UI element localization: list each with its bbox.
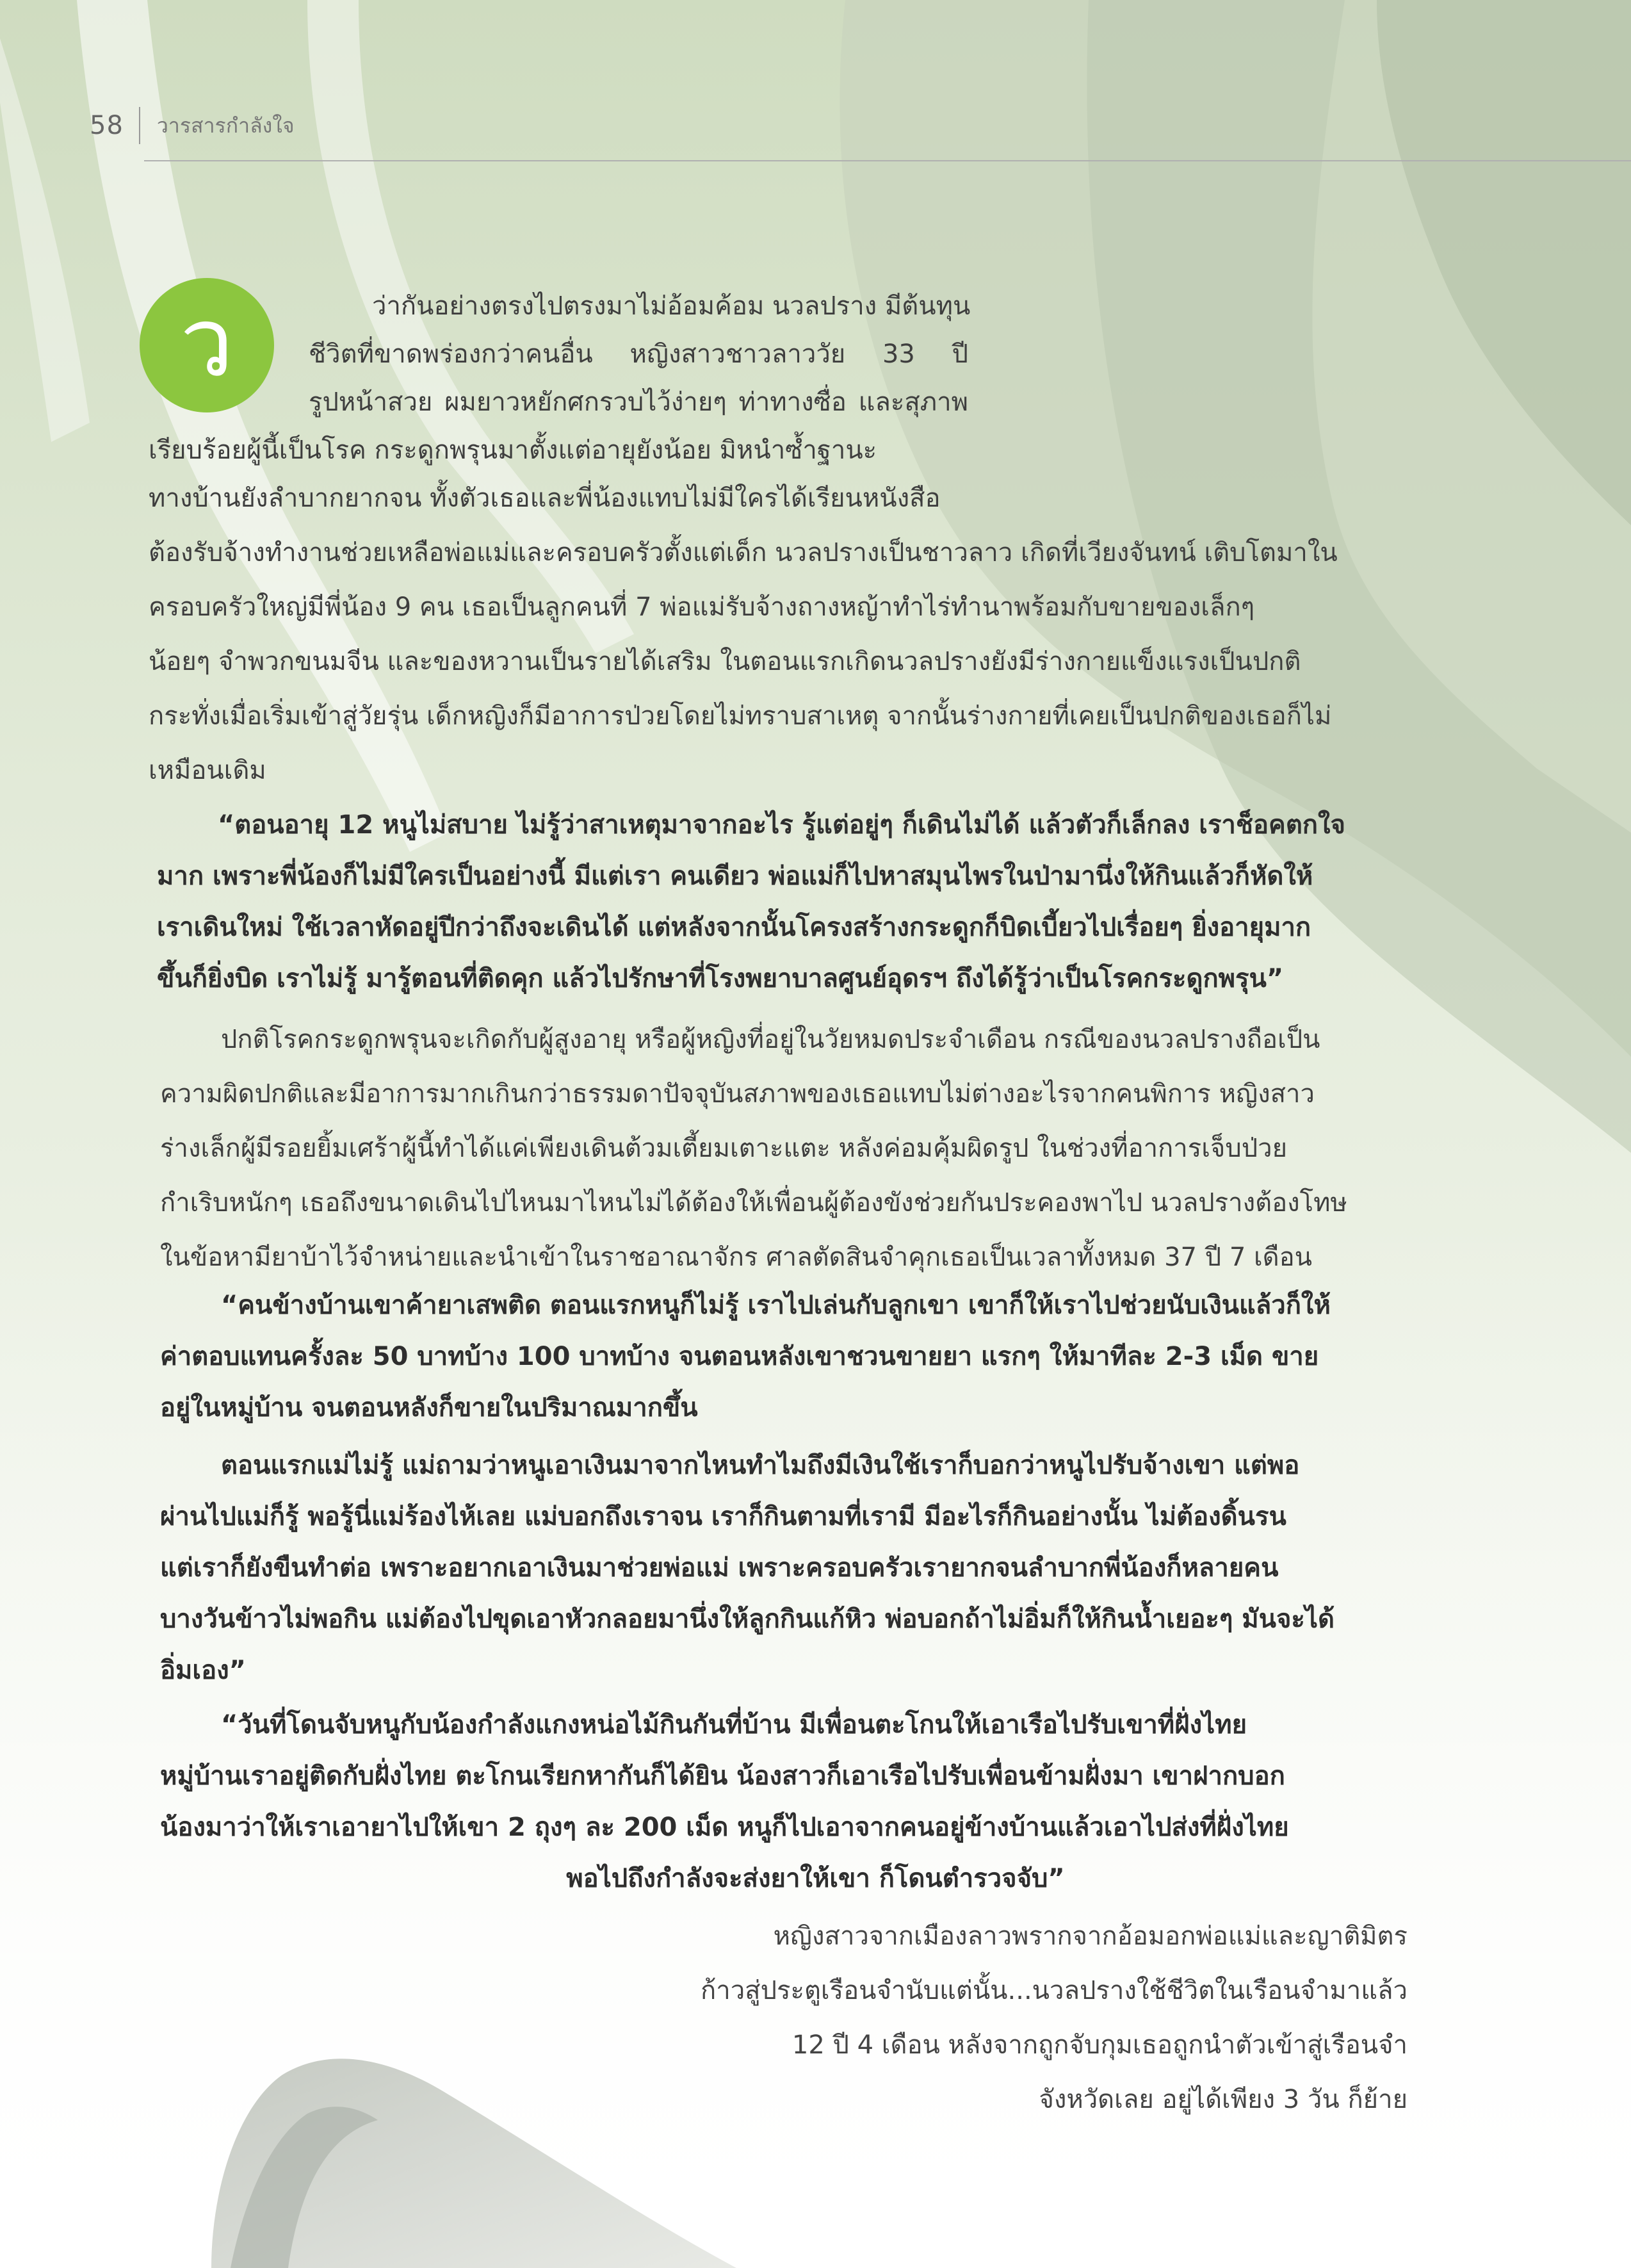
quote-line: อยู่ในหมู่บ้าน จนตอนหลังก็ขายในปริมาณมากขึ้น (160, 1393, 698, 1423)
text-line: ความผิดปกติและมีอาการมากเกินกว่าธรรมดาปัจจุบันสภาพของเธอแทบไม่ต่างอะไรจากคนพิการ หญิงสาว (160, 1079, 1315, 1109)
text-line: ชีวิตที่ขาดพร่องกว่าคนอื่น หญิงสาวชาวลาววัย 33 ปี (309, 339, 968, 369)
text-line: รูปหน้าสวย ผมยาวหยักศกรวบไว้ง่ายๆ ท่าทางซื่อ และสุภาพ (309, 388, 968, 417)
text-line: เหมือนเดิม (149, 756, 266, 785)
quote-line: “ตอนอายุ 12 หนูไม่สบาย ไม่รู้ว่าสาเหตุมาจากอะไร รู้แต่อยู่ๆ ก็เดินไม่ได้ แล้วตัวก็เล็กลง เราช็อคตกใจ (218, 810, 1345, 840)
drop-cap (140, 278, 274, 412)
quote-line: ค่าตอบแทนครั้งละ 50 บาทบ้าง 100 บาทบ้าง จนตอนหลังเขาชวนขายยา แรกๆ ให้มาทีละ 2-3 เม็ด ขาย (160, 1342, 1319, 1371)
text-line: ปกติโรคกระดูกพรุนจะเกิดกับผู้สูงอายุ หรือผู้หญิงที่อยู่ในวัยหมดประจำเดือน กรณีของนวลปรางถือเป็น (221, 1025, 1320, 1054)
closing-line: หญิงสาวจากเมืองลาวพรากจากอ้อมอกพ่อแม่และญาติมิตร (773, 1921, 1408, 1951)
quote-line: อิ่มเอง” (160, 1656, 246, 1685)
quote-line: “วันที่โดนจับหนูกับน้องกำลังแกงหน่อไม้กินกันที่บ้าน มีเพื่อนตะโกนให้เอาเรือไปรับเขาที่ฝั่งไทย (221, 1710, 1247, 1740)
text-line: กำเริบหนักๆ เธอถึงขนาดเดินไปไหนมาไหนไม่ได้ต้องให้เพื่อนผู้ต้องขังช่วยกันประคองพาไป นวลปรางต้องโทษ (160, 1188, 1347, 1218)
quote-line: ผ่านไปแม่ก็รู้ พอรู้นี่แม่ร้องไห้เลย แม่บอกถึงเราจน เราก็กินตามที่เรามี มีอะไรก็กินอย่างนั้น ไม่ต้องดิ้นรน (160, 1502, 1286, 1531)
closing-line: ก้าวสู่ประตูเรือนจำนับแต่นั้น...นวลปรางใช้ชีวิตในเรือนจำมาแล้ว (701, 1976, 1408, 2005)
quote-line: บางวันข้าวไม่พอกิน แม่ต้องไปขุดเอาหัวกลอยมานึ่งให้ลูกกินแก้หิว พ่อบอกถ้าไม่อิ่มก็ให้กินน้ำเยอะๆ มันจะได้ (160, 1604, 1335, 1634)
page-header (90, 106, 295, 145)
page-number: 58 (90, 111, 124, 140)
text-line: ร่างเล็กผู้มีรอยยิ้มเศร้าผู้นี้ทำได้แค่เพียงเดินต้วมเตี้ยมเตาะแตะ หลังค่อมคุ้มผิดรูป ในช่วงที่อาการเจ็บป่วย (160, 1134, 1287, 1163)
text-line: ต้องรับจ้างทำงานช่วยเหลือพ่อแม่และครอบครัวตั้งแต่เด็ก นวลปรางเป็นชาวลาว เกิดที่เวียงจันทน์ เติบโตมาใน (149, 538, 1338, 567)
text-line: ครอบครัวใหญ่มีพี่น้อง 9 คน เธอเป็นลูกคนที่ 7 พ่อแม่รับจ้างถางหญ้าทำไร่ทำนาพร้อมกับขายของเล็กๆ (149, 592, 1255, 622)
text-line: ในข้อหามียาบ้าไว้จำหน่ายและนำเข้าในราชอาณาจักร ศาลตัดสินจำคุกเธอเป็นเวลาทั้งหมด 37 ปี 7 เดือน (160, 1243, 1313, 1272)
closing-line: จังหวัดเลย อยู่ได้เพียง 3 วัน ก็ย้าย (1039, 2085, 1408, 2114)
text-line: ทางบ้านยังลำบากยากจน ทั้งตัวเธอและพี่น้องแทบไม่มีใครได้เรียนหนังสือ (149, 484, 941, 513)
closing-line: 12 ปี 4 เดือน หลังจากถูกจับกุมเธอถูกนำตัวเข้าสู่เรือนจำ (791, 2030, 1408, 2060)
quote-line: “คนข้างบ้านเขาค้ายาเสพติด ตอนแรกหนูก็ไม่รู้ เราไปเล่นกับลูกเขา เขาก็ให้เราไปช่วยนับเงินแล้วก็ให้ (221, 1291, 1331, 1320)
quote-line: พอไปถึงกำลังจะส่งยาให้เขา ก็โดนตำรวจจับ” (566, 1864, 1065, 1893)
text-line: เรียบร้อยผู้นี้เป็นโรค กระดูกพรุนมาตั้งแต่อายุยังน้อย มิหนำซ้ำฐานะ (149, 436, 877, 465)
header-rule (144, 160, 1631, 161)
quote-line: หมู่บ้านเราอยู่ติดกับฝั่งไทย ตะโกนเรียกหากันก็ได้ยิน น้องสาวก็เอาเรือไปรับเพื่อนข้ามฝั่งมา เขาฝากบอก (160, 1761, 1285, 1791)
magazine-name: วารสารกำลังใจ (156, 113, 295, 138)
quote-line: เราเดินใหม่ ใช้เวลาหัดอยู่ปีกว่าถึงจะเดินได้ แต่หลังจากนั้นโครงสร้างกระดูกก็บิดเบี้ยวไปเรื่อยๆ ยิ่งอายุมาก (157, 913, 1311, 942)
text-line: ว่ากันอย่างตรงไปตรงมาไม่อ้อมค้อม นวลปราง มีต้นทุน (372, 291, 971, 321)
text-line: กระทั่งเมื่อเริ่มเข้าสู่วัยรุ่น เด็กหญิงก็มีอาการป่วยโดยไม่ทราบสาเหตุ จากนั้นร่างกายที่เคยเป็นปกติของเธอก็ไม่ (149, 701, 1332, 731)
quote-line: มาก เพราะพี่น้องก็ไม่มีใครเป็นอย่างนี้ มีแต่เรา คนเดียว พ่อแม่ก็ไปหาสมุนไพรในป่ามานึ่งให้กินแล้วก็หัดให้ (157, 861, 1313, 891)
drop-cap-letter: ว (179, 287, 234, 398)
quote-line: น้องมาว่าให้เราเอายาไปให้เขา 2 ถุงๆ ละ 200 เม็ด หนูก็ไปเอาจากคนอยู่ข้างบ้านแล้วเอาไปส่งที่ฝั่งไทย (160, 1813, 1289, 1842)
quote-line: แต่เราก็ยังขืนทำต่อ เพราะอยากเอาเงินมาช่วยพ่อแม่ เพราะครอบครัวเรายากจนลำบากพี่น้องก็หลายคน (160, 1553, 1279, 1583)
quote-line: ขึ้นก็ยิ่งบิด เราไม่รู้ มารู้ตอนที่ติดคุก แล้วไปรักษาที่โรงพยาบาลศูนย์อุดรฯ ถึงได้รู้ว่าเป็นโรคกระดูกพรุน” (157, 964, 1284, 993)
quote-line: ตอนแรกแม่ไม่รู้ แม่ถามว่าหนูเอาเงินมาจากไหนทำไมถึงมีเงินใช้เราก็บอกว่าหนูไปรับจ้างเขา แต่พอ (221, 1451, 1300, 1480)
text-line: น้อยๆ จำพวกขนมจีน และของหวานเป็นรายได้เสริม ในตอนแรกเกิดนวลปรางยังมีร่างกายแข็งแรงเป็นปกติ (149, 647, 1301, 676)
header-divider (139, 107, 140, 144)
